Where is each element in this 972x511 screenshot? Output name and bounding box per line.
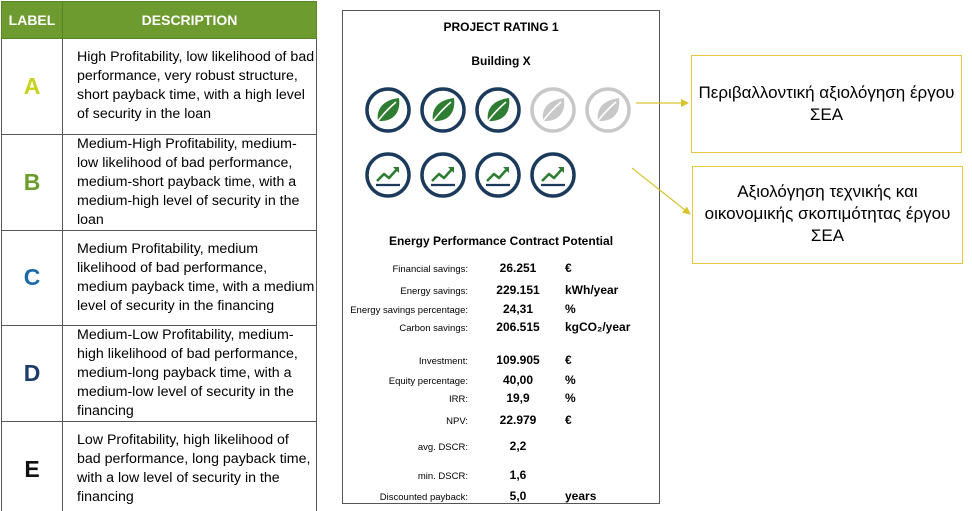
metric-unit: %: [565, 302, 576, 316]
growth-chart-icon: [365, 152, 411, 198]
metric-label: Investment:: [418, 356, 468, 367]
metric-label: Carbon savings:: [399, 323, 468, 334]
metric-value: 1,6: [509, 468, 527, 482]
metric-value: 229.151: [496, 283, 540, 297]
project-rating-card: [342, 10, 660, 504]
leaf-icon: [365, 87, 411, 133]
rating-description: High Profitability, low likelihood of bad performance, very robust structure, short payback time, with a high level of security in the loan: [63, 39, 317, 135]
metric-financial-savings: [343, 261, 661, 277]
rating-row-d: [2, 326, 317, 422]
metric-npv: [343, 413, 661, 429]
metric-value: 19,9: [506, 391, 530, 405]
rating-row-a: [2, 39, 317, 135]
rating-description: Medium Profitability, medium likelihood of bad performance, medium payback time, with a medium level of security in the financing: [63, 230, 317, 326]
metric-min-dscr: [343, 468, 661, 484]
metric-unit: %: [565, 391, 576, 405]
metric-label: min. DSCR:: [417, 471, 468, 482]
rating-table: [1, 1, 317, 511]
label-column-header: LABEL: [2, 2, 63, 39]
metric-value: 26.251: [499, 261, 537, 275]
metric-label: Energy savings percentage:: [350, 305, 468, 316]
metric-value: 5,0: [509, 489, 527, 503]
metric-label: IRR:: [449, 394, 468, 405]
section-title: Energy Performance Contract Potential: [388, 234, 614, 248]
rating-label: E: [2, 422, 63, 511]
metric-value: 24,31: [502, 302, 534, 316]
metric-unit: €: [565, 353, 572, 367]
metric-unit: €: [565, 413, 572, 427]
metric-avg-dscr: [343, 439, 661, 455]
metric-unit: kWh/year: [565, 283, 619, 297]
metric-unit: kgCO₂/year: [565, 320, 631, 334]
metric-irr: [343, 391, 661, 407]
rating-description: Medium-High Profitability, medium-low likelihood of bad performance, medium-short payback time, with a medium-high level of security in the loan: [63, 134, 317, 230]
metric-energy-savings: [343, 283, 661, 299]
metric-label: avg. DSCR:: [417, 442, 468, 453]
metric-value: 22.979: [499, 413, 537, 427]
metric-value: 40,00: [502, 373, 534, 387]
metric-investment: [343, 353, 661, 369]
growth-chart-icon: [530, 152, 576, 198]
metric-label: Financial savings:: [392, 264, 468, 275]
metric-unit: years: [565, 489, 597, 503]
metric-energy-savings-percentage: [343, 302, 661, 318]
rating-label: D: [2, 326, 63, 422]
environmental-rating-icons: [365, 87, 631, 133]
metric-value: 2,2: [509, 439, 527, 453]
rating-row-b: [2, 134, 317, 230]
environmental-assessment-callout: Περιβαλλοντική αξιολόγηση έργου ΣΕΑ: [691, 55, 962, 153]
growth-chart-icon: [475, 152, 521, 198]
leaf-icon-inactive: [585, 87, 631, 133]
metric-unit: €: [565, 261, 572, 275]
leaf-icon-inactive: [530, 87, 576, 133]
rating-description: Low Profitability, high likelihood of bad performance, long payback time, with a low level of security in the financing: [63, 422, 317, 511]
rating-row-c: [2, 230, 317, 326]
rating-label: B: [2, 134, 63, 230]
rating-label: A: [2, 39, 63, 135]
leaf-icon: [420, 87, 466, 133]
metric-equity-percentage: [343, 373, 661, 389]
metric-value: 109.905: [496, 353, 540, 367]
metric-discounted-payback: [343, 489, 661, 505]
metric-value: 206.515: [496, 320, 540, 334]
financial-rating-icons: [365, 152, 576, 198]
metric-label: NPV:: [446, 416, 468, 427]
rating-label: C: [2, 230, 63, 326]
metric-label: Discounted payback:: [379, 492, 468, 503]
metric-carbon-savings: [343, 320, 661, 336]
description-column-header: DESCRIPTION: [63, 2, 317, 39]
growth-chart-icon: [420, 152, 466, 198]
leaf-icon: [475, 87, 521, 133]
rating-row-e: [2, 422, 317, 511]
metric-unit: %: [565, 373, 576, 387]
metric-label: Equity percentage:: [388, 376, 468, 387]
metric-label: Energy savings:: [400, 286, 468, 297]
rating-description: Medium-Low Profitability, medium-high likelihood of bad performance, medium-long payback time, with a medium-low level of security in the financing: [63, 326, 317, 422]
building-name: Building X: [471, 54, 531, 68]
technical-feasibility-callout: Αξιολόγηση τεχνικής και οικονομικής σκοπιμότητας έργου ΣΕΑ: [692, 166, 963, 264]
card-title: PROJECT RATING 1: [443, 20, 559, 34]
